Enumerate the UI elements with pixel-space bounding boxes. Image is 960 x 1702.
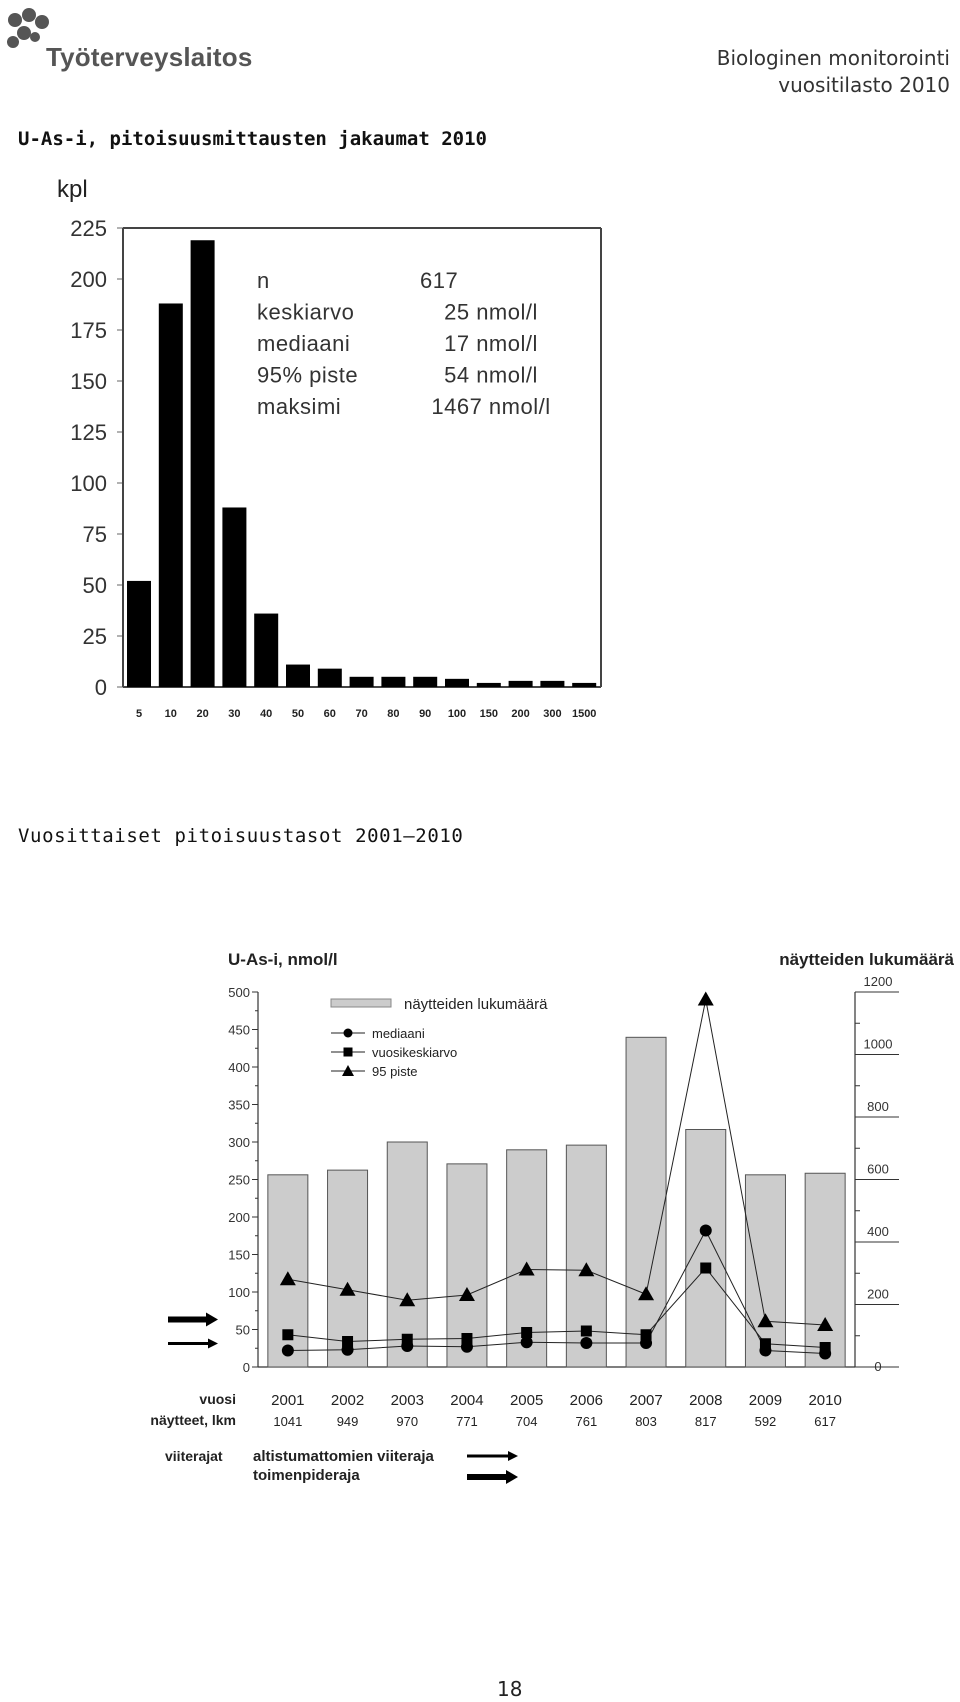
legend-label: mediaani [372,1026,425,1041]
x-tick-label: 70 [355,708,368,720]
marker-circle [700,1225,712,1237]
arrow-head [208,1339,218,1349]
reference-legend-arrow [467,1470,518,1484]
sample-count-label: 761 [575,1414,598,1429]
stat-label: 95% piste [257,362,359,388]
x-tick-label: 2001 [271,1392,305,1409]
sample-count-label: 817 [694,1414,717,1429]
marker-circle [521,1336,533,1348]
y-tick-label: 0 [94,675,107,700]
sample-count-bar [745,1175,785,1367]
x-tick-label: 60 [323,708,336,720]
y-tick-label-left: 150 [228,1247,250,1263]
sample-count-bar [387,1142,427,1367]
y-tick-label-left: 100 [228,1285,250,1300]
arrow-head [206,1313,218,1327]
y-tick-label-left: 200 [228,1210,250,1225]
x-tick-label: 90 [419,708,432,720]
legend-label: 95 piste [372,1064,418,1079]
x-tick-label: 150 [479,708,498,720]
y-tick-label-left: 350 [228,1097,250,1113]
marker-square [402,1334,413,1345]
y-tick-label: 125 [70,420,107,445]
y-tick-label: 75 [82,522,107,547]
y-tick-label-right: 1000 [863,1036,893,1052]
reference-limit-label: altistumattomien viiteraja [253,1448,434,1465]
x-tick-label: 2005 [509,1392,544,1409]
sample-count-bar [686,1130,726,1368]
arrow-shaft [168,1317,208,1323]
sample-count-label: 704 [515,1414,538,1429]
stat-label: maksimi [257,394,342,419]
stat-label: n [257,268,270,293]
y-axis-label-right: näytteiden lukumäärä [779,950,954,969]
marker-triangle [698,992,714,1006]
stat-value: 1467 nmol/l [431,394,551,419]
bar [318,669,342,687]
y-tick-label-right: 400 [867,1224,889,1239]
reference-legend-arrow [467,1451,518,1461]
reference-limit-label: toimenpideraja [253,1467,360,1484]
x-tick-label: 200 [511,708,530,720]
bar [286,665,310,687]
arrow-shaft [467,1474,508,1480]
bar [445,679,469,687]
y-tick-label-left: 50 [235,1322,250,1338]
y-tick-label-left: 300 [228,1135,250,1150]
x-tick-label: 5 [135,708,143,720]
bar [127,581,151,687]
legend-marker-square [344,1048,353,1057]
sample-count-label: 617 [814,1414,837,1429]
stat-value: 17 nmol/l [444,331,538,356]
y-axis-label-left: U-As-i, nmol/l [228,950,338,969]
marker-square [820,1342,831,1353]
bar [381,677,405,687]
x-tick-label: 2003 [390,1392,424,1409]
stat-label: keskiarvo [257,299,355,325]
marker-square [342,1336,353,1347]
arrow-shaft [168,1342,210,1345]
marker-square [282,1329,293,1340]
y-tick-label-left: 400 [228,1060,250,1075]
logo-text: Työterveyslaitos [46,42,253,72]
x-tick-label: 2002 [330,1392,365,1409]
bar [572,683,596,687]
x-tick-label: 30 [228,708,241,720]
y-axis-label: kpl [57,176,88,203]
row-label-year: vuosi [199,1391,236,1407]
distribution-chart [0,170,960,730]
y-tick-label: 150 [70,369,107,394]
x-tick-label: 80 [387,708,400,720]
y-tick-label-left: 500 [228,985,250,1000]
y-tick-label-left: 250 [228,1172,250,1188]
header-line-1: Biologinen monitorointi [716,46,950,70]
header-info [717,45,950,99]
sample-count-bar [805,1173,845,1367]
sample-count-label: 1041 [273,1414,303,1429]
bar [350,677,374,687]
reference-arrow [168,1313,218,1327]
series-line [288,1231,825,1354]
marker-square [641,1329,652,1340]
y-tick-label: 175 [70,318,107,343]
y-tick-label: 50 [82,573,107,598]
x-tick-label: 2007 [629,1392,663,1409]
bar [159,303,183,687]
sample-count-label: 592 [754,1414,777,1429]
arrow-shaft [467,1455,510,1458]
y-tick-label-left: 450 [228,1022,250,1038]
x-tick-label: 2006 [569,1392,604,1409]
marker-square [521,1327,532,1338]
sample-count-label: 771 [456,1414,478,1429]
reference-arrow [168,1339,218,1349]
sample-count-label: 970 [396,1414,419,1429]
marker-square [700,1263,711,1274]
page-number: 18 [497,1677,523,1701]
bar [477,683,501,687]
y-tick-label: 25 [82,624,107,649]
legend-bar-label: näytteiden lukumäärä [404,996,548,1013]
bar [222,507,246,687]
section-title-yearly: Vuosittaiset pitoisuustasot 2001—2010 [18,825,464,847]
legend-marker-circle [344,1029,353,1038]
header-line-2: vuositilasto 2010 [778,73,950,97]
x-tick-label: 2008 [689,1392,723,1409]
section-title-distribution: U-As-i, pitoisuusmittausten jakaumat 2010 [18,128,487,150]
arrow-head [508,1451,518,1461]
x-tick-label: 100 [447,708,467,720]
bar [509,681,533,687]
marker-square [461,1333,472,1344]
yearly-chart [0,935,960,1535]
marker-circle [580,1337,592,1349]
bar [191,240,215,687]
y-tick-label-right: 600 [867,1161,889,1177]
stat-value: 54 nmol/l [444,362,538,388]
stat-value: 25 nmol/l [444,299,538,325]
stat-value: 617 [420,268,459,293]
arrow-head [506,1470,518,1484]
legend-label: vuosikeskiarvo [372,1045,458,1060]
x-tick-label: 2010 [808,1392,842,1409]
bar [254,614,278,687]
x-tick-label: 2009 [748,1392,783,1409]
marker-square [581,1326,592,1337]
marker-square [760,1338,771,1349]
row-label-samples: näytteet, lkm [150,1412,236,1428]
logo [4,6,253,78]
sample-count-label: 803 [635,1414,657,1429]
x-tick-label: 10 [164,708,177,720]
series-line [288,1000,825,1326]
marker-circle [282,1345,294,1357]
y-tick-label: 100 [70,471,107,496]
bar [413,677,437,687]
reference-limits-title: viiterajat [165,1448,223,1464]
x-tick-label: 20 [196,708,209,720]
legend-bar-swatch [331,999,391,1007]
x-tick-label: 2004 [450,1392,484,1409]
x-tick-label: 1500 [571,708,597,720]
y-tick-label: 200 [70,267,107,292]
bar [540,681,564,687]
x-tick-label: 40 [260,708,273,720]
y-tick-label-right: 800 [867,1099,889,1114]
sample-count-label: 949 [336,1414,359,1429]
y-tick-label-right: 0 [874,1359,882,1374]
x-tick-label: 300 [543,708,562,720]
y-tick-label-right: 200 [867,1286,889,1302]
x-tick-label: 50 [291,708,305,720]
stat-label: mediaani [257,331,351,356]
y-tick-label: 225 [70,216,107,241]
y-tick-label-left: 0 [242,1360,250,1375]
y-tick-label-right: 1200 [863,974,893,989]
